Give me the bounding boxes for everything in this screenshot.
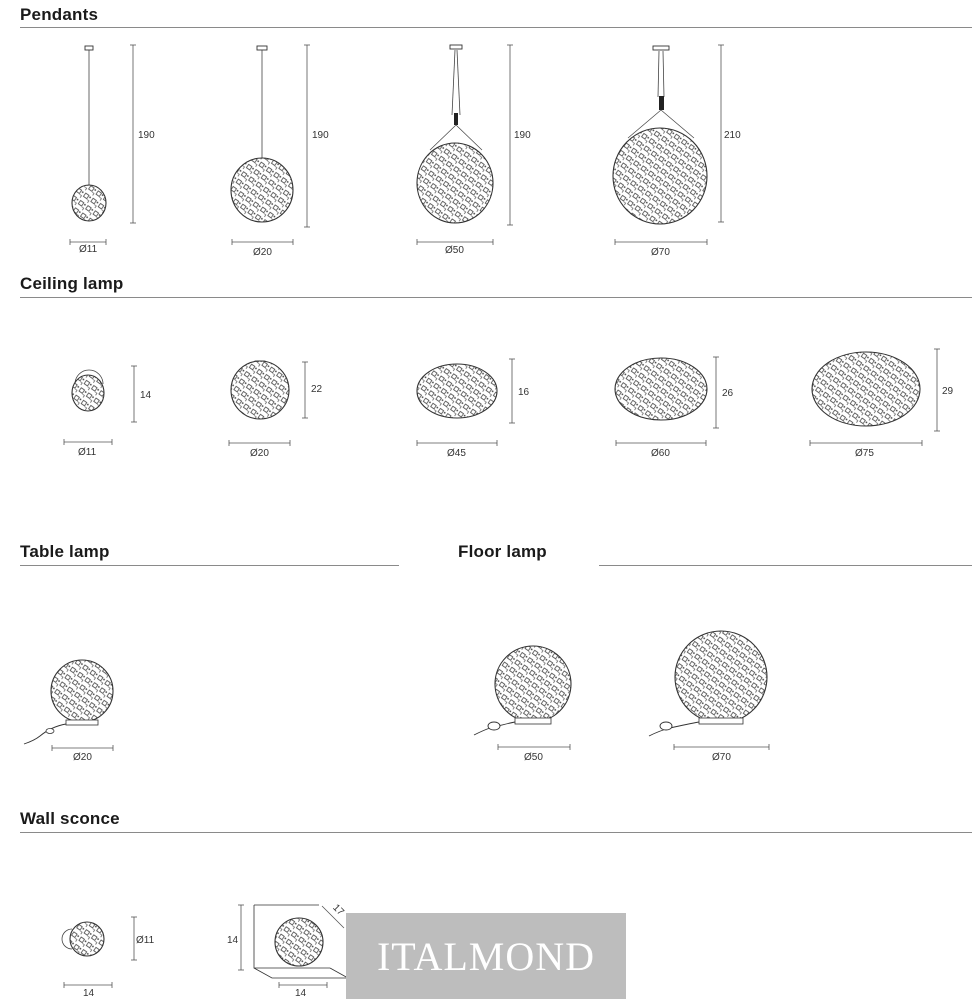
ceiling-4-diameter: Ø60 xyxy=(651,448,670,459)
pendant-3-height: 190 xyxy=(514,130,531,141)
section-title-wall: Wall sconce xyxy=(20,809,120,828)
ceiling-2-height: 22 xyxy=(311,384,323,395)
wall-1-width: 14 xyxy=(83,988,95,999)
section-title-ceiling: Ceiling lamp xyxy=(20,274,124,293)
ceiling-4-height: 26 xyxy=(722,388,734,399)
wall-2-depth: 17 xyxy=(330,902,346,918)
ceiling-1-diameter: Ø11 xyxy=(78,447,97,458)
floor-1-diameter: Ø50 xyxy=(524,752,543,763)
pendant-3-diameter: Ø50 xyxy=(445,245,464,256)
pendant-1-height: 190 xyxy=(138,130,155,141)
ceiling-1-height: 14 xyxy=(140,390,152,401)
section-title-table: Table lamp xyxy=(20,542,110,561)
wall-2-width: 14 xyxy=(295,988,307,999)
ceiling-2-diameter: Ø20 xyxy=(250,448,269,459)
pendant-2-diameter: Ø20 xyxy=(253,247,272,258)
section-title-pendants: Pendants xyxy=(20,5,99,24)
watermark-text: ITALMOND xyxy=(376,933,596,979)
watermark-logo xyxy=(346,913,626,999)
ceiling-3-diameter: Ø45 xyxy=(447,448,466,459)
wall-1-height: Ø11 xyxy=(136,935,155,946)
table-1-diameter: Ø20 xyxy=(73,752,92,763)
floor-2-diameter: Ø70 xyxy=(712,752,731,763)
section-title-floor: Floor lamp xyxy=(458,542,547,561)
pendant-2-height: 190 xyxy=(312,130,329,141)
ceiling-5-diameter: Ø75 xyxy=(855,448,874,459)
pendant-4-height: 210 xyxy=(724,130,741,141)
ceiling-3-height: 16 xyxy=(518,387,530,398)
pendant-1-diameter: Ø11 xyxy=(79,244,98,255)
pendant-4-diameter: Ø70 xyxy=(651,247,670,258)
wall-2-height: 14 xyxy=(227,935,239,946)
ceiling-5-height: 29 xyxy=(942,386,954,397)
